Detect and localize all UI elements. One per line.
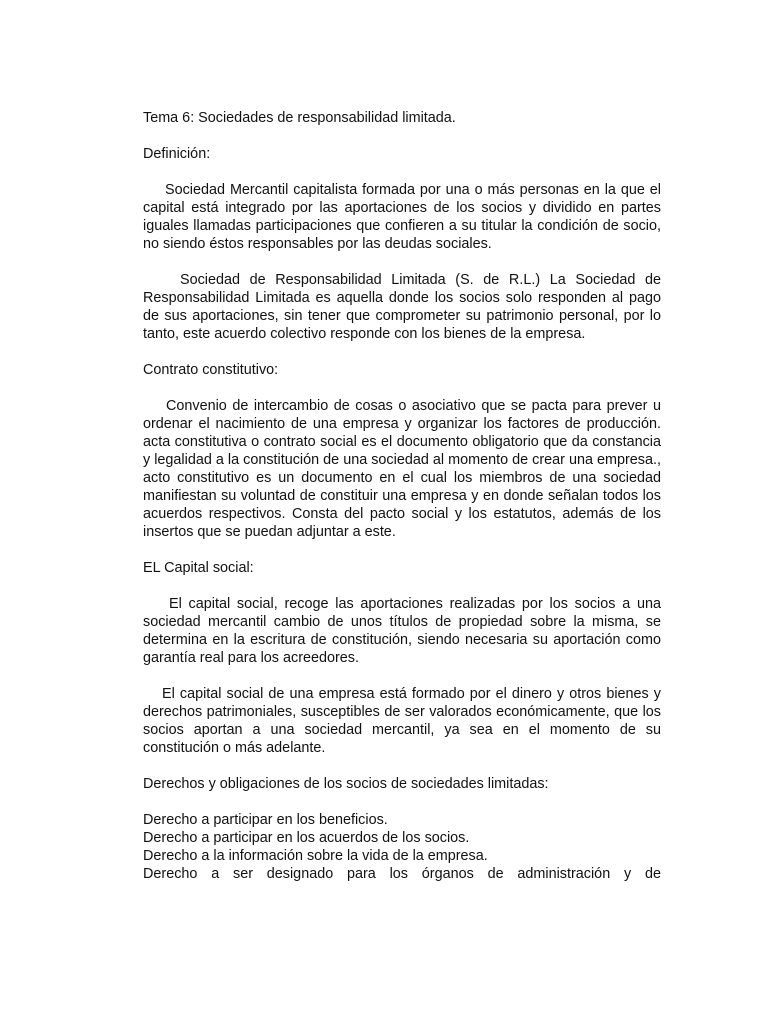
srl-paragraph: Sociedad de Responsabilidad Limitada (S. de R.L.) La Sociedad de Responsabilidad Limitada es aquella donde los socios solo responden al pago de sus aportaciones, sin tener que comprometer su patrimonio personal, por lo tanto, este acuerdo colectivo responde con los bienes de la empresa. <box>143 272 661 342</box>
derechos-heading: Derechos y obligaciones de los socios de sociedades limitadas: <box>143 776 549 792</box>
document-body <box>143 109 661 883</box>
derecho-item-informacion: Derecho a la información sobre la vida de la empresa. <box>143 848 488 864</box>
capital-heading: EL Capital social: <box>143 560 254 576</box>
derecho-item-beneficios: Derecho a participar en los beneficios. <box>143 812 388 828</box>
document-title: Tema 6: Sociedades de responsabilidad limitada. <box>143 110 456 126</box>
definicion-heading: Definición: <box>143 146 211 162</box>
contrato-paragraph: Convenio de intercambio de cosas o asociativo que se pacta para prever u ordenar el nacimiento de una empresa y organizar los factores de producción. acta constitutiva o contrato social es el documento obligatorio que da constancia y legalidad a la constitución de una sociedad al momento de crear una empresa., acto constitutivo es un documento en el cual los miembros de una sociedad manifiestan su voluntad de constituir una empresa y en donde señalan todos los acuerdos respectivos. Consta del pacto social y los estatutos, además de los insertos que se puedan adjuntar a este. <box>143 398 661 540</box>
capital-paragraph-1: El capital social, recoge las aportaciones realizadas por los socios a una sociedad mercantil cambio de unos títulos de propiedad sobre la misma, se determina en la escritura de constitución, siendo necesaria su aportación como garantía real para los acreedores. <box>143 596 661 666</box>
definicion-paragraph: Sociedad Mercantil capitalista formada por una o más personas en la que el capital está integrado por las aportaciones de los socios y dividido en partes iguales llamadas participaciones que confieren a su titular la condición de socio, no siendo éstos responsables por las deudas sociales. <box>143 182 661 252</box>
derecho-item-acuerdos: Derecho a participar en los acuerdos de los socios. <box>143 830 470 846</box>
contrato-heading: Contrato constitutivo: <box>143 362 279 378</box>
derecho-item-designado: Derecho a ser designado para los órganos de administración y de <box>143 866 661 882</box>
capital-paragraph-2: El capital social de una empresa está formado por el dinero y otros bienes y derechos patrimoniales, susceptibles de ser valorados económicamente, que los socios aportan a una sociedad mercantil, ya sea en el momento de su constitución o más adelante. <box>143 686 661 756</box>
